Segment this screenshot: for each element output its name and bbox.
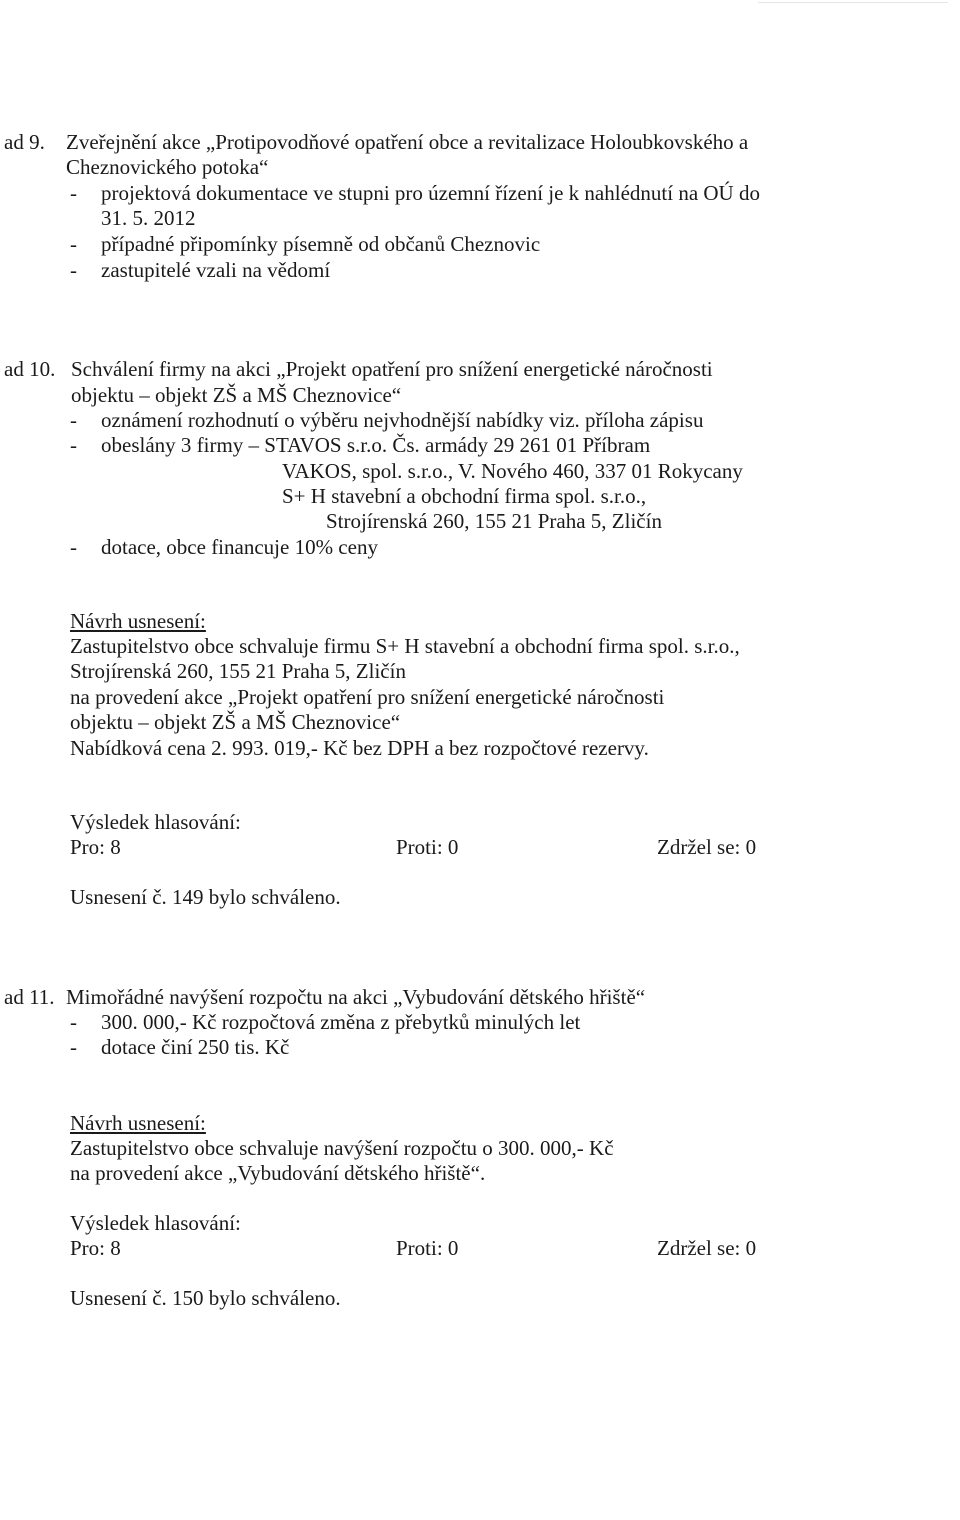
item-number: ad 11. bbox=[4, 985, 55, 1009]
bullet-dash: - bbox=[70, 408, 77, 432]
bullet-dash: - bbox=[70, 535, 77, 559]
proposal-label: Návrh usnesení: bbox=[70, 1111, 206, 1135]
bullet-text: případné připomínky písemně od občanů Cheznovic bbox=[101, 232, 541, 256]
bullet-dash: - bbox=[70, 433, 77, 457]
item-title-continued: Cheznovického potoka“ bbox=[66, 155, 269, 179]
item-title-continued: objektu – objekt ZŠ a MŠ Cheznovice“ bbox=[71, 383, 402, 407]
firm-line: VAKOS, spol. s.r.o., V. Nového 460, 337 01 Rokycany bbox=[282, 459, 743, 483]
bullet-text-continued: 31. 5. 2012 bbox=[101, 206, 196, 230]
item-title: Mimořádné navýšení rozpočtu na akci „Vybudování dětského hřiště“ bbox=[66, 985, 646, 1009]
top-edge-line bbox=[758, 2, 948, 3]
item-number: ad 9. bbox=[4, 130, 45, 154]
bullet-dash: - bbox=[70, 1035, 77, 1059]
item-title: Schválení firmy na akci „Projekt opatření pro snížení energetické náročnosti bbox=[71, 357, 713, 381]
bullet-text: oznámení rozhodnutí o výběru nejvhodnější nabídky viz. příloha zápisu bbox=[101, 408, 704, 432]
bullet-text: obeslány 3 firmy – STAVOS s.r.o. Čs. armády 29 261 01 Příbram bbox=[101, 433, 651, 457]
bullet-text: dotace činí 250 tis. Kč bbox=[101, 1035, 290, 1059]
vote-label: Výsledek hlasování: bbox=[70, 1211, 241, 1235]
firm-line: S+ H stavební a obchodní firma spol. s.r.o., bbox=[282, 484, 647, 508]
proposal-line: Zastupitelstvo obce schvaluje firmu S+ H stavební a obchodní firma spol. s.r.o., bbox=[70, 634, 740, 658]
bullet-text: dotace, obce financuje 10% ceny bbox=[101, 535, 378, 559]
proposal-label: Návrh usnesení: bbox=[70, 609, 206, 633]
bullet-dash: - bbox=[70, 181, 77, 205]
vote-for: Pro: 8 bbox=[70, 1236, 121, 1260]
vote-abstain: Zdržel se: 0 bbox=[657, 1236, 757, 1260]
proposal-line: na provedení akce „Vybudování dětského hřiště“. bbox=[70, 1161, 486, 1185]
bullet-text: 300. 000,- Kč rozpočtová změna z přebytků minulých let bbox=[101, 1010, 581, 1034]
vote-against: Proti: 0 bbox=[396, 835, 459, 859]
bullet-text: projektová dokumentace ve stupni pro územní řízení je k nahlédnutí na OÚ do bbox=[101, 181, 760, 205]
bullet-text: zastupitelé vzali na vědomí bbox=[101, 258, 331, 282]
bullet-dash: - bbox=[70, 258, 77, 282]
vote-against: Proti: 0 bbox=[396, 1236, 459, 1260]
vote-label: Výsledek hlasování: bbox=[70, 810, 241, 834]
proposal-line: Strojírenská 260, 155 21 Praha 5, Zličín bbox=[70, 659, 406, 683]
proposal-line: Nabídková cena 2. 993. 019,- Kč bez DPH a bez rozpočtové rezervy. bbox=[70, 736, 649, 760]
item-title: Zveřejnění akce „Protipovodňové opatření obce a revitalizace Holoubkovského a bbox=[66, 130, 749, 154]
item-number: ad 10. bbox=[4, 357, 56, 381]
firm-address: Strojírenská 260, 155 21 Praha 5, Zličín bbox=[326, 509, 662, 533]
vote-abstain: Zdržel se: 0 bbox=[657, 835, 757, 859]
bullet-dash: - bbox=[70, 1010, 77, 1034]
proposal-line: Zastupitelstvo obce schvaluje navýšení rozpočtu o 300. 000,- Kč bbox=[70, 1136, 614, 1160]
vote-for: Pro: 8 bbox=[70, 835, 121, 859]
resolution-result: Usnesení č. 149 bylo schváleno. bbox=[70, 885, 341, 909]
proposal-line: na provedení akce „Projekt opatření pro snížení energetické náročnosti bbox=[70, 685, 665, 709]
proposal-line: objektu – objekt ZŠ a MŠ Cheznovice“ bbox=[70, 710, 401, 734]
bullet-dash: - bbox=[70, 232, 77, 256]
resolution-result: Usnesení č. 150 bylo schváleno. bbox=[70, 1286, 341, 1310]
